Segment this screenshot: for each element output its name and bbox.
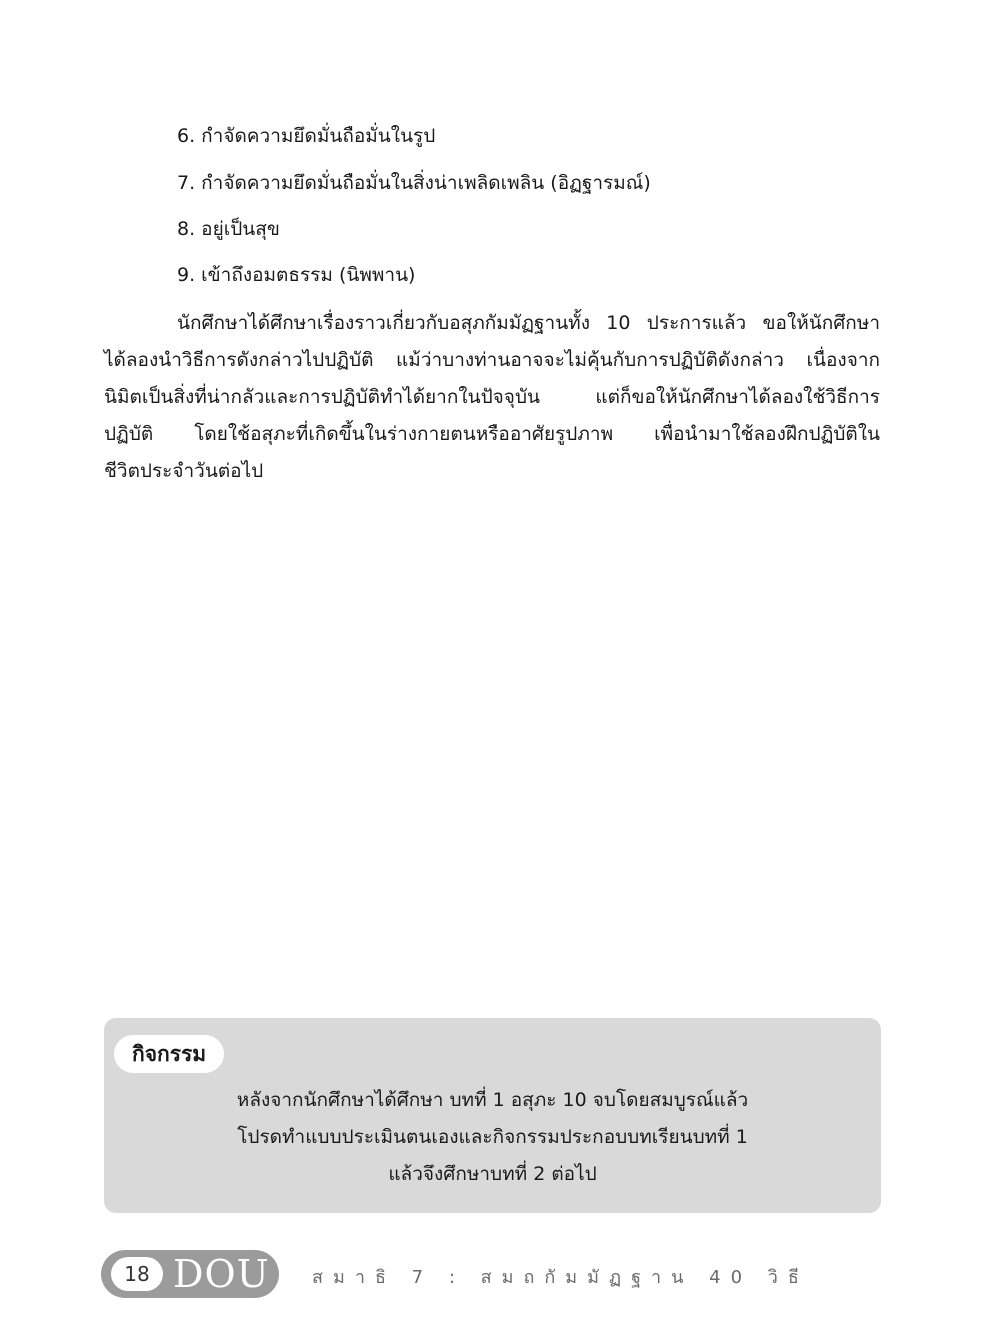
- footer-badge: [101, 1250, 279, 1298]
- activity-line: หลังจากนักศึกษาได้ศึกษา บทที่ 1 อสุภะ 10 จบโดยสมบูรณ์แล้ว: [236, 1089, 749, 1111]
- body-paragraph: [104, 305, 880, 490]
- activity-line: แล้วจึงศึกษาบทที่ 2 ต่อไป: [388, 1163, 597, 1185]
- activity-text: [104, 1082, 881, 1193]
- paragraph-line: ได้ลองนำวิธีการดังกล่าวไปปฏิบัติ แม้ว่าบางท่านอาจจะไม่คุ้นกับการปฏิบัติดังกล่าว เนื่องจาก: [104, 349, 880, 371]
- list-item: 6. กำจัดความยึดมั่นถือมั่นในรูป: [177, 125, 436, 147]
- list-item: 8. อยู่เป็นสุข: [177, 218, 280, 240]
- activity-line: โปรดทำแบบประเมินตนเองและกิจกรรมประกอบบทเรียนบทที่ 1: [237, 1126, 748, 1148]
- activity-label: กิจกรรม: [114, 1035, 224, 1073]
- list-item: 7. กำจัดความยึดมั่นถือมั่นในสิ่งน่าเพลิดเพลิน (อิฏฐารมณ์): [177, 172, 651, 194]
- book-title: สมาธิ 7 : สมถกัมมัฏฐาน 40 วิธี: [312, 1267, 809, 1288]
- dou-logo: DOU: [173, 1252, 270, 1296]
- paragraph-line: นิมิตเป็นสิ่งที่น่ากลัวและการปฏิบัติทำได้ยากในปัจจุบัน แต่ก็ขอให้นักศึกษาได้ลองใช้วิธีการ: [104, 386, 880, 408]
- activity-box: [104, 1018, 881, 1213]
- paragraph-line: นักศึกษาได้ศึกษาเรื่องราวเกี่ยวกับอสุภกัมมัฏฐานทั้ง 10 ประการแล้ว ขอให้นักศึกษา: [177, 312, 880, 334]
- page-number: 18: [111, 1257, 163, 1291]
- paragraph-line: ปฏิบัติ โดยใช้อสุภะที่เกิดขึ้นในร่างกายตนหรืออาศัยรูปภาพ เพื่อนำมาใช้ลองฝึกปฏิบัติใน: [104, 423, 880, 445]
- paragraph-line: ชีวิตประจำวันต่อไป: [104, 460, 264, 482]
- list-item: 9. เข้าถึงอมตธรรม (นิพพาน): [177, 264, 416, 286]
